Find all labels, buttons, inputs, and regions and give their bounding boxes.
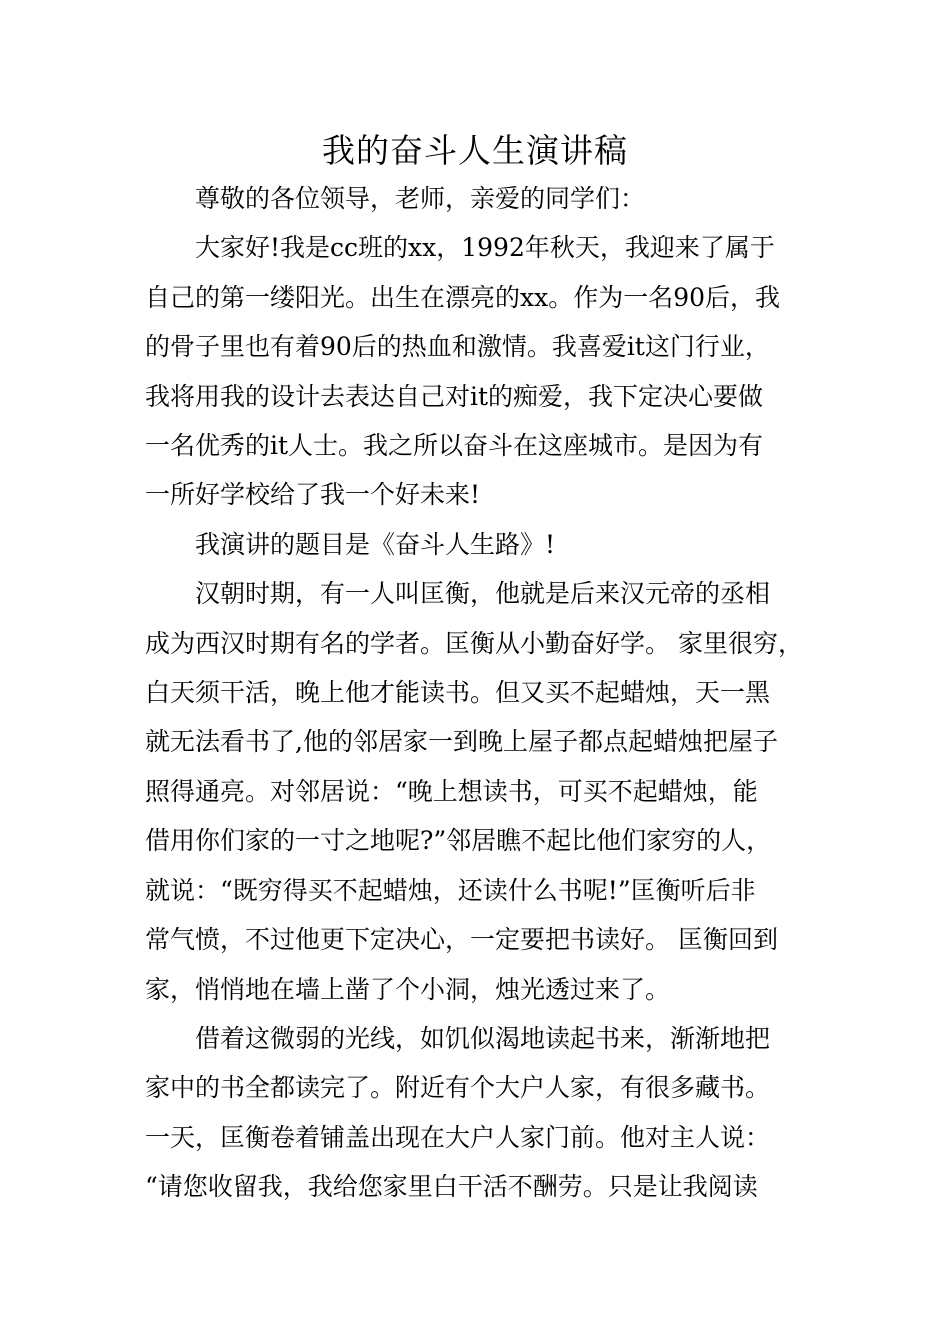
document-body: [145, 174, 825, 1212]
text-line: 就无法看书了,他的邻居家一到晚上屋子都点起蜡烛把屋子: [145, 727, 778, 757]
paragraph-introduction: [145, 223, 825, 519]
text-line: 大家好!我是cc班的xx，1992年秋天，我迎来了属于: [195, 233, 775, 263]
text-line: 一所好学校给了我一个好未来!: [145, 480, 481, 510]
text-line: 一名优秀的it人士。我之所以奋斗在这座城市。是因为有: [145, 431, 764, 461]
text-line: 我将用我的设计去表达自己对it的痴爱，我下定决心要做: [145, 381, 764, 411]
text-line: 成为西汉时期有名的学者。匡衡从小勤奋好学。 家里很穷，: [145, 628, 803, 658]
text-line: 白天须干活，晚上他才能读书。但又买不起蜡烛，天一黑: [145, 678, 771, 708]
text-line: 借用你们家的一寸之地呢?”邻居瞧不起比他们家穷的人，: [145, 826, 772, 856]
text-line: 家中的书全都读完了。附近有个大户人家，有很多藏书。: [145, 1073, 771, 1103]
text-line: 家，悄悄地在墙上凿了个小洞，烛光透过来了。: [145, 974, 671, 1004]
text-line: 我演讲的题目是《奋斗人生路》!: [195, 529, 556, 559]
paragraph-continuation: [145, 1014, 825, 1212]
text-line: 的骨子里也有着90后的热血和激情。我喜爱it这门行业，: [145, 332, 770, 362]
text-line: 借着这微弱的光线，如饥似渴地读起书来，渐渐地把: [195, 1023, 771, 1053]
text-line: 常气愤，不过他更下定决心，一定要把书读好。 匡衡回到: [145, 925, 778, 955]
paragraph-topic: [145, 520, 825, 569]
text-line: 尊敬的各位领导，老师，亲爱的同学们：: [195, 184, 646, 213]
text-line: 汉朝时期，有一人叫匡衡，他就是后来汉元帝的丞相: [195, 579, 771, 609]
document-title: 我的奋斗人生演讲稿: [322, 131, 628, 170]
paragraph-story: [145, 569, 825, 1014]
text-line: 就说：“既穷得买不起蜡烛，还读什么书呢!”匡衡听后非: [145, 875, 756, 905]
text-line: “请您收留我，我给您家里白干活不酬劳。只是让我阅读: [145, 1172, 758, 1202]
text-line: 一天，匡衡卷着铺盖出现在大户人家门前。他对主人说：: [145, 1122, 771, 1152]
text-line: 自己的第一缕阳光。出生在漂亮的xx。作为一名90后，我: [145, 282, 781, 312]
paragraph-greeting: [145, 174, 825, 223]
text-line: 照得通亮。对邻居说：“晚上想读书，可买不起蜡烛，能: [145, 776, 758, 806]
